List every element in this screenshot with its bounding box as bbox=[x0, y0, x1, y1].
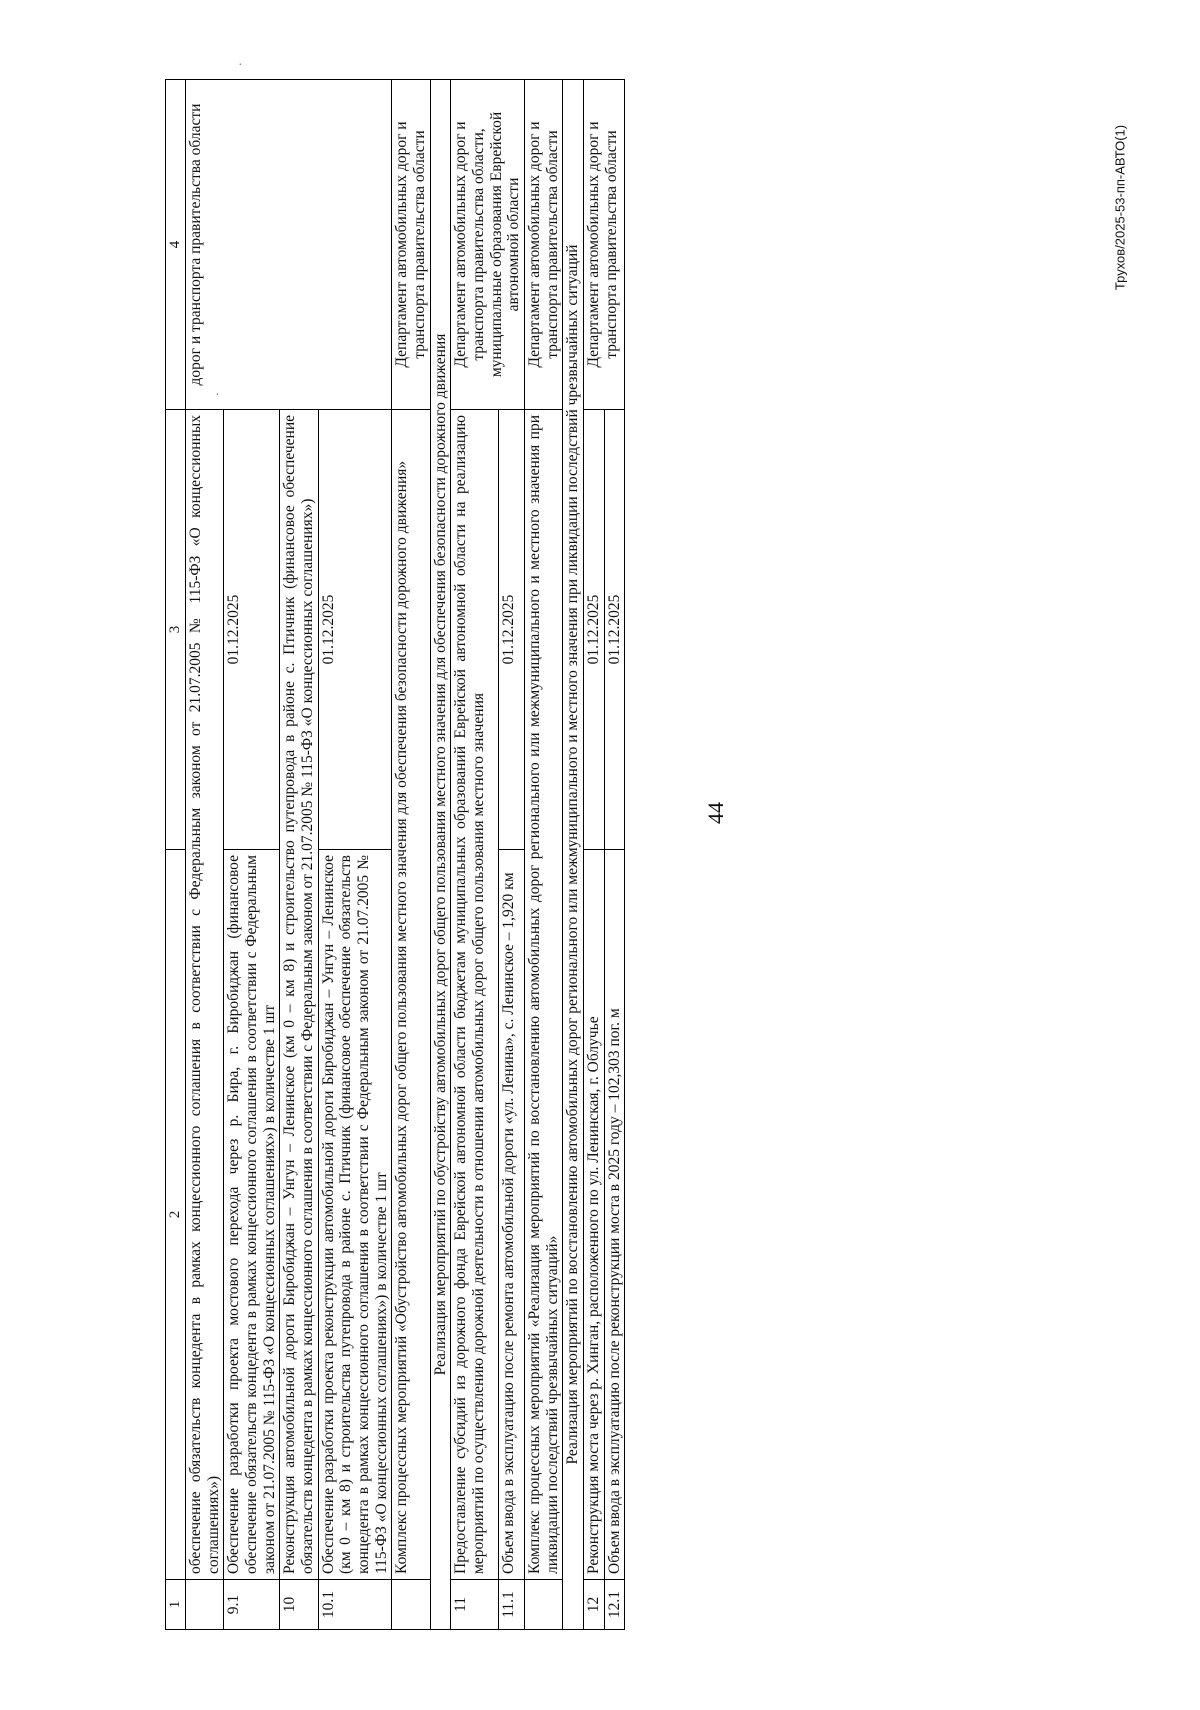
responsible-department: Департамент автомобильных дорог и транспорта правительства области bbox=[583, 80, 624, 410]
document-footer-code: Трухов/2025-53-пп-АВТО(1) bbox=[1112, 124, 1128, 291]
header-row bbox=[166, 80, 186, 1630]
row-description: Объем ввода в эксплуатацию после реконструкции моста в 2025 году – 102,303 пог. м bbox=[604, 850, 625, 1580]
table-row bbox=[451, 80, 499, 1630]
row-number bbox=[186, 1580, 224, 1630]
row-description: Объем ввода в эксплуатацию после ремонта автомобильной дороги «ул. Ленина», с. Ленинское – 1,920 км bbox=[499, 850, 525, 1580]
column-header: 4 bbox=[166, 80, 186, 410]
section-heading: Реализация мероприятий по восстановлению автомобильных дорог регионального или межмуниципального и местного значения при ликвидации последствий чрезвычайных ситуаций bbox=[563, 80, 584, 1630]
column-header: 2 bbox=[166, 850, 186, 1580]
section-heading-row bbox=[563, 80, 584, 1630]
row-number: 12.1 bbox=[604, 1580, 625, 1630]
table-row bbox=[583, 80, 604, 1630]
row-number: 11 bbox=[451, 1580, 499, 1630]
deadline-date: 01.12.2025 bbox=[583, 410, 604, 850]
responsible-department: Департамент автомобильных дорог и транспорта правительства области bbox=[524, 80, 562, 410]
deadline-date: 01.12.2025 bbox=[604, 410, 625, 850]
responsible-department: Департамент автомобильных дорог и транспорта правительства области, муниципальные образования Еврейской автономной области bbox=[451, 80, 525, 410]
deadline-date: 01.12.2025 bbox=[318, 410, 392, 850]
row-description: Обеспечение разработки проекта мостового перехода через р. Бира, г. Биробиджан (финансовое обеспечение обязательств концедента в рамках концессионного соглашения в соответствии с Федеральным законом от 21.07.2005 № 115-ФЗ «О концессионных соглашениях») в количестве 1 шт bbox=[224, 850, 280, 1580]
page-number: 44 bbox=[703, 802, 728, 824]
rotated-table-wrapper bbox=[165, 80, 1035, 1630]
responsible-department: Департамент автомобильных дорог и транспорта правительства области bbox=[392, 80, 430, 410]
row-number: 10.1 bbox=[318, 1580, 392, 1630]
row-number: 10 bbox=[280, 1580, 318, 1630]
row-number: 12 bbox=[583, 1580, 604, 1630]
deadline-date: 01.12.2025 bbox=[499, 410, 525, 850]
scan-speck: · bbox=[238, 58, 243, 73]
table-row bbox=[186, 80, 224, 1630]
row-description: Обеспечение разработки проекта реконструкции автомобильной дороги Биробиджан – Унгун – Ленинское (км 0 – км 8) и строительства путепровода в районе с. Птичник (финансовое обеспечение обязательств концедента в рамках концессионного соглашения в соответствии с Федеральным законом от 21.07.2005 № 115-ФЗ «О концессионных соглашениях») в количестве 1 шт bbox=[318, 850, 392, 1580]
responsible-department: дорог и транспорта правительства области bbox=[186, 80, 392, 410]
measures-table bbox=[165, 79, 625, 1630]
section-heading-row bbox=[430, 80, 451, 1630]
row-number bbox=[392, 1580, 430, 1630]
row-description: Реконструкция автомобильной дороги Биробиджан – Унгун – Ленинское (км 0 – км 8) и строительство путепровода в районе с. Птичник (финансовое обеспечение обязательств концедента в рамках концессионного соглашения в соответствии с Федеральным законом от 21.07.2005 № 115-ФЗ «О концессионных соглашениях») bbox=[280, 410, 318, 1580]
column-header: 3 bbox=[166, 410, 186, 850]
column-header: 1 bbox=[166, 1580, 186, 1630]
section-heading: Реализация мероприятий по обустройству автомобильных дорог общего пользования местного значения для обеспечения безопасности дорожного движения bbox=[430, 80, 451, 1630]
row-number bbox=[524, 1580, 562, 1630]
deadline-date: 01.12.2025 bbox=[224, 410, 280, 850]
scan-speck: · bbox=[215, 388, 220, 403]
row-description: Комплекс процессных мероприятий «Реализация мероприятий по восстановлению автомобильных дорог регионального или межмуниципального и местного значения при ликвидации последствий чрезвычайных ситуаций» bbox=[524, 410, 562, 1580]
row-description: обеспечение обязательств концедента в рамках концессионного соглашения в соответствии с Федеральным законом от 21.07.2005 № 115-ФЗ «О концессионных соглашениях») bbox=[186, 410, 224, 1580]
row-number: 9.1 bbox=[224, 1580, 280, 1630]
row-number: 11.1 bbox=[499, 1580, 525, 1630]
table-row bbox=[524, 80, 562, 1630]
row-description: Предоставление субсидий из дорожного фонда Еврейской автономной области бюджетам муниципальных образований Еврейской автономной области на реализацию мероприятий по осуществлению дорожной деятельности в отношении автомобильных дорог общего пользования местного значения bbox=[451, 410, 499, 1580]
row-description: Реконструкция моста через р. Хинган, расположенного по ул. Ленинская, г. Облучье bbox=[583, 850, 604, 1580]
table-row bbox=[392, 80, 430, 1630]
row-description: Комплекс процессных мероприятий «Обустройство автомобильных дорог общего пользования местного значения для обеспечения безопасности дорожного движения» bbox=[392, 410, 430, 1580]
